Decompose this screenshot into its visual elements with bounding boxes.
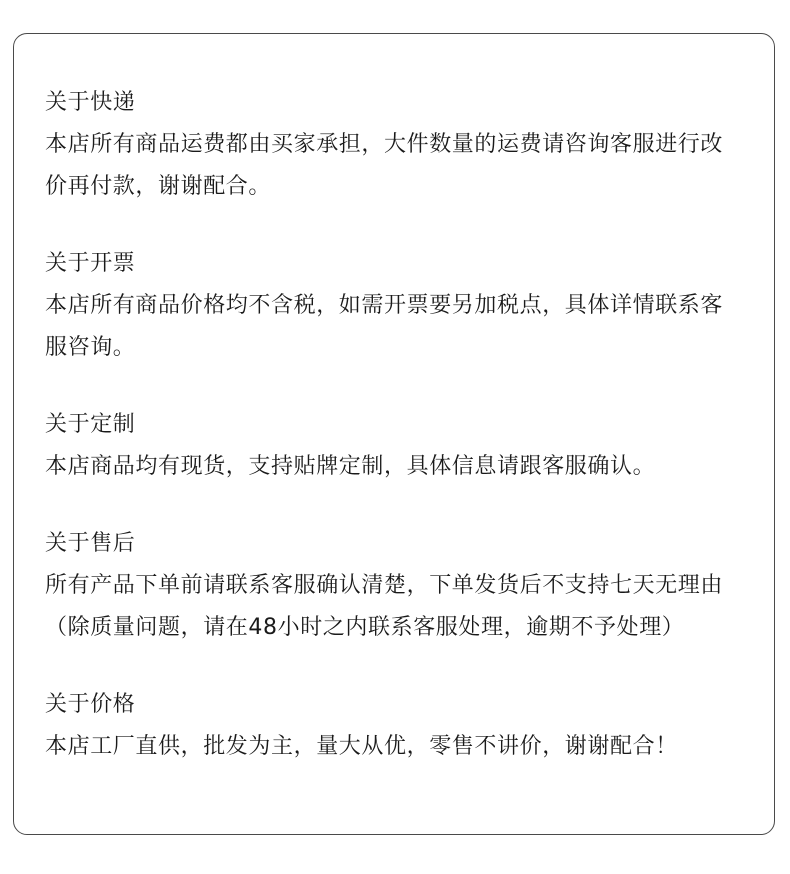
section-invoice xyxy=(45,243,745,369)
section-body: 本店工厂直供，批发为主，量大从优，零售不讲价，谢谢配合！ xyxy=(45,734,678,759)
section-body: 本店所有商品运费都由买家承担，大件数量的运费请咨询客服进行改价再付款，谢谢配合。 xyxy=(45,132,724,199)
section-title: 关于价格 xyxy=(45,692,136,717)
section-body: 所有产品下单前请联系客服确认清楚，下单发货后不支持七天无理由（除质量问题，请在48小时之内联系客服处理，逾期不予处理） xyxy=(45,573,724,640)
notice-content xyxy=(45,82,745,768)
section-shipping xyxy=(45,82,745,208)
section-after-sales xyxy=(45,523,745,649)
section-title: 关于快递 xyxy=(45,90,136,115)
section-body: 本店商品均有现货，支持贴牌定制，具体信息请跟客服确认。 xyxy=(45,454,656,479)
section-body: 本店所有商品价格均不含税，如需开票要另加税点，具体详情联系客服咨询。 xyxy=(45,293,724,360)
section-pricing xyxy=(45,684,745,768)
store-notice-card xyxy=(13,33,775,835)
section-title: 关于售后 xyxy=(45,531,136,556)
section-customization xyxy=(45,404,745,488)
section-title: 关于开票 xyxy=(45,251,136,276)
section-title: 关于定制 xyxy=(45,412,136,437)
